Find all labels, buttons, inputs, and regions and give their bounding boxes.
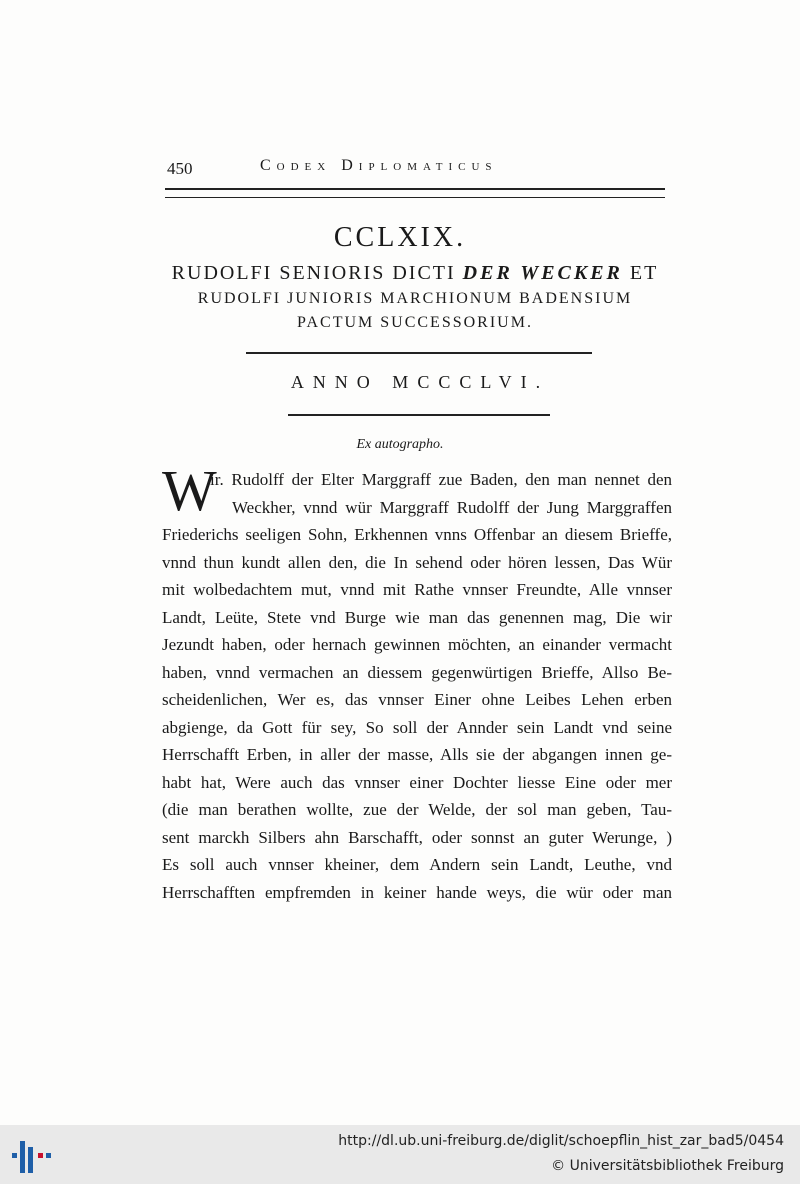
text-line: sent marckh Silbers ahn Barschafft, oder sonnst an guter Werunge, ): [162, 827, 672, 847]
document-number: CCLXIX.: [333, 222, 467, 253]
running-head: [165, 155, 670, 185]
year-rule: [288, 414, 550, 416]
title-line-1-end: ET: [622, 262, 659, 284]
viewer-footer: [0, 1125, 800, 1184]
text-line: Weckher, vnnd wür Marggraff Rudolff der Jung Marggraffen: [232, 497, 672, 517]
source-note: Ex autographo.: [356, 437, 444, 452]
text-line: vnnd thun kundt allen den, die In sehend oder hören lessen, Das Wür: [162, 552, 672, 572]
title-line-1-italic: DER WECKER: [462, 262, 623, 284]
title-line-1-start: RUDOLFI SENIORIS DICTI: [171, 262, 463, 284]
text-line: (die man berathen wollte, zue der Welde, der sol man geben, Tau-: [162, 800, 672, 819]
text-line: Landt, Leüte, Stete vnd Burge wie man das genennen mag, Die wir: [162, 607, 672, 627]
text-line: Friederichs seeligen Sohn, Erkhennen vnns Offenbar an diesem Brieffe,: [162, 525, 672, 544]
title-line-1: [0, 262, 800, 285]
permalink-url[interactable]: http://dl.ub.uni-freiburg.de/diglit/schoepflin_hist_zar_bad5/0454: [338, 1133, 784, 1149]
text-line: habt hat, Were auch das vnnser einer Dochter liesse Eine oder mer: [162, 772, 672, 792]
text-line: mit wolbedachtem mut, vnnd mit Rathe vnnser Freundte, Alle vnnser: [162, 580, 672, 599]
title-line-3: PACTUM SUCCESSORIUM.: [297, 314, 533, 331]
text-line: abgienge, da Gott für sey, So soll der Annder sein Landt vnd seine: [162, 717, 672, 737]
copyright-notice: © Universitätsbibliothek Freiburg: [551, 1158, 784, 1174]
text-line: haben, vnnd vermachen an diessem gegenwürtigen Brieffe, Allso Be-: [162, 662, 672, 682]
text-line: scheidenlichen, Wer es, das vnnser Einer ohne Leibes Lehen erben: [162, 690, 672, 709]
library-logo-icon: [10, 1137, 52, 1173]
page-number: 450: [167, 159, 193, 178]
text-line: Jezundt haben, oder hernach gewinnen möchten, an einander vermacht: [162, 635, 672, 654]
title-line-2: RUDOLFI JUNIORIS MARCHIONUM BADENSIUM: [197, 290, 633, 307]
running-title: Codex Diplomaticus: [260, 157, 498, 174]
drop-cap: W: [162, 458, 217, 523]
text-line: Herrschafften empfremden in keiner hande weys, die wür oder man: [162, 882, 672, 902]
text-line: Herrschafft Erben, in aller der masse, Alls sie der abgangen innen ge-: [162, 745, 672, 764]
text-line: ir. Rudolff der Elter Marggraff zue Baden, den man nennet den: [210, 470, 672, 489]
text-line: Es soll auch vnnser kheiner, dem Andern sein Landt, Leuthe, vnd: [162, 855, 672, 874]
body-text: [162, 466, 672, 906]
year-heading: ANNO MCCCLVI.: [290, 372, 550, 392]
title-rule: [246, 352, 592, 354]
header-rule: [165, 188, 665, 198]
